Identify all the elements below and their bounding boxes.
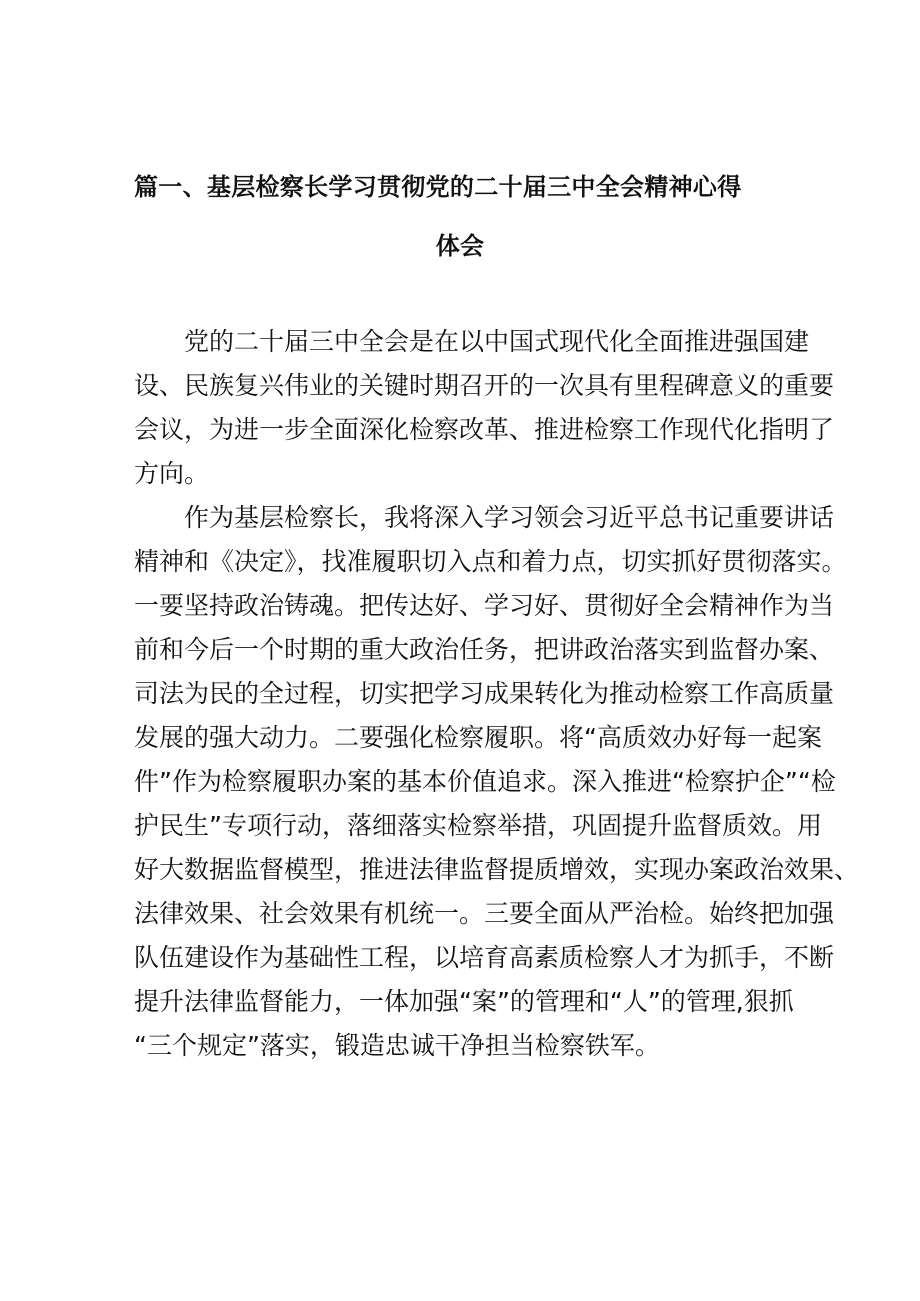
paragraph-2-line-7: 件”作为检察履职办案的基本价值追求。深入推进“检察护企”“检 [134,767,836,796]
paragraph-2-line-9: 好大数据监督模型，推进法律监督提质增效，实现办案政治效果、 [134,855,860,884]
paragraph-2-line-5: 司法为民的全过程，切实把学习成果转化为推动检察工作高质量 [134,679,835,708]
paragraph-2-line-10: 法律效果、社会效果有机统一。三要全面从严治检。始终把加强 [134,899,835,928]
paragraph-1-line-1: 党的二十届三中全会是在以中国式现代化全面推进强国建 [184,327,810,356]
paragraph-2-line-1: 作为基层检察长，我将深入学习领会习近平总书记重要讲话 [184,503,835,532]
paragraph-2-line-4: 前和今后一个时期的重大政治任务，把讲政治落实到监督办案、 [134,635,835,664]
paragraph-2-line-13: “三个规定”落实，锻造忠诚干净担当检察铁军。 [134,1031,660,1060]
document-title-line-2: 体会 [435,232,485,260]
paragraph-2-line-11: 队伍建设作为基础性工程，以培育高素质检察人才为抓手，不断 [134,943,835,972]
paragraph-2-line-8: 护民生”专项行动，落细落实检察举措，巩固提升监督质效。用 [134,811,822,840]
paragraph-1-line-4: 方向。 [134,459,210,488]
paragraph-1-line-2: 设、民族复兴伟业的关键时期召开的一次具有里程碑意义的重要 [134,371,835,400]
paragraph-2-line-2: 精神和《决定》，找准履职切入点和着力点，切实抓好贯彻落实。 [134,547,847,576]
document-title-line-1: 篇一、基层检察长学习贯彻党的二十届三中全会精神心得 [134,173,742,201]
paragraph-1-line-3: 会议，为进一步全面深化检察改革、推进检察工作现代化指明了 [134,415,835,444]
paragraph-2-line-6: 发展的强大动力。二要强化检察履职。将“高质效办好每一起案 [134,723,822,752]
paragraph-2-line-3: 一要坚持政治铸魂。把传达好、学习好、贯彻好全会精神作为当 [134,591,835,620]
paragraph-2-line-12: 提升法律监督能力，一体加强“案”的管理和“人”的管理,狠抓 [134,987,794,1016]
